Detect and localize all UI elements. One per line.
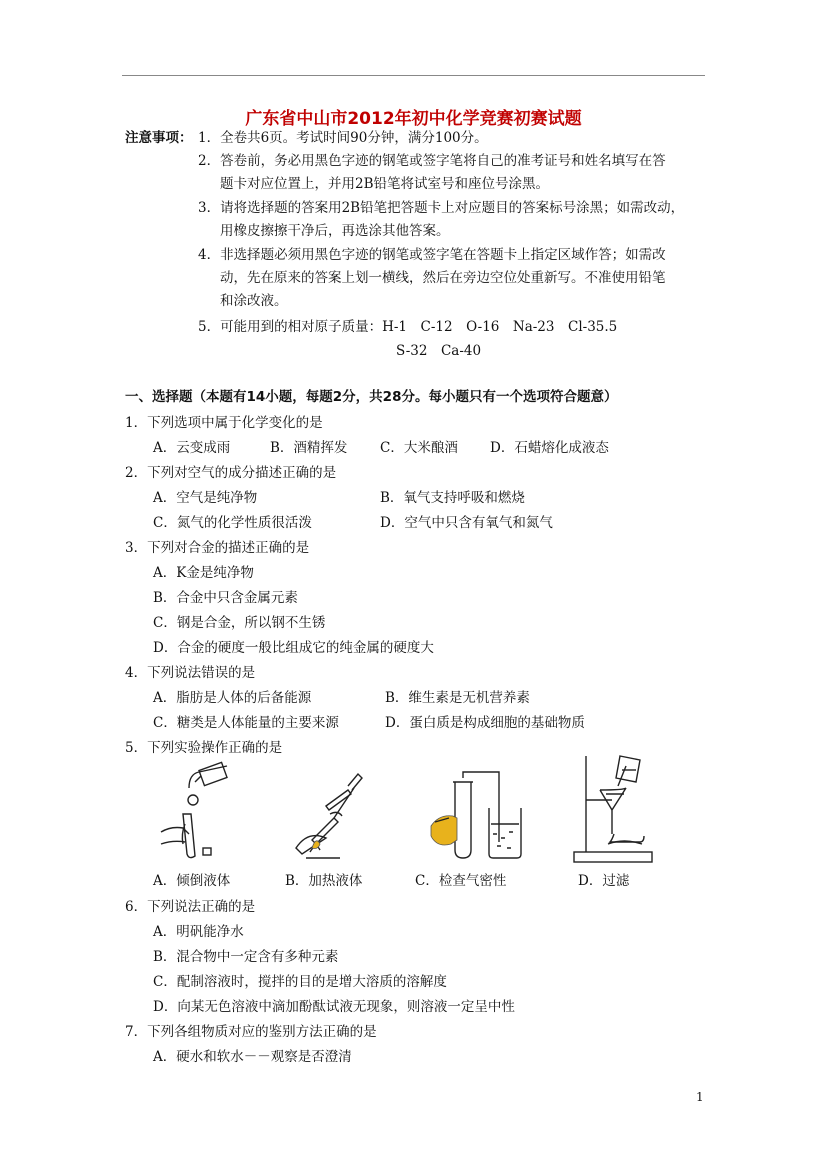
question-stem: 5．下列实验操作正确的是 xyxy=(125,740,283,756)
option-c: C．检查气密性 xyxy=(415,873,507,889)
option-a: A．倾倒液体 xyxy=(153,873,231,889)
notice-label: 注意事项： xyxy=(125,130,193,146)
option-c: C．大米酿酒 xyxy=(380,440,458,456)
exam-title: 广东省中山市2012年初中化学竞赛初赛试题 xyxy=(245,109,582,129)
page-number: 1 xyxy=(696,1090,704,1104)
notice-item: 5．可能用到的相对原子质量：H-1 C-12 O-16 Na-23 Cl-35.5 xyxy=(198,319,618,335)
option-b: B．维生素是无机营养素 xyxy=(385,690,530,706)
section-heading: 一、选择题（本题有14小题，每题2分，共28分。每小题只有一个选项符合题意） xyxy=(125,389,618,405)
header-rule xyxy=(122,75,705,76)
notice-item: 和涂改液。 xyxy=(220,293,288,309)
heating-liquid-figure xyxy=(290,752,370,862)
option-a: A．硬水和软水－－观察是否澄清 xyxy=(153,1049,352,1065)
question-stem: 1．下列选项中属于化学变化的是 xyxy=(125,415,323,431)
option-a: A．明矾能净水 xyxy=(153,924,244,940)
notice-item: 1．全卷共6页。考试时间90分钟，满分100分。 xyxy=(198,130,488,146)
option-c: C．钢是合金，所以钢不生锈 xyxy=(153,615,326,631)
question-stem: 6．下列说法正确的是 xyxy=(125,899,256,915)
question-stem: 3．下列对合金的描述正确的是 xyxy=(125,540,310,556)
option-d: D．石蜡熔化成液态 xyxy=(490,440,609,456)
notice-item: 用橡皮擦擦干净后，再选涂其他答案。 xyxy=(220,223,450,239)
option-c: C．配制溶液时，搅拌的目的是增大溶质的溶解度 xyxy=(153,974,447,990)
option-a: A．云变成雨 xyxy=(153,440,231,456)
option-c: C．糖类是人体能量的主要来源 xyxy=(153,715,339,731)
option-a: A．脂肪是人体的后备能源 xyxy=(153,690,312,706)
option-b: B．混合物中一定含有多种元素 xyxy=(153,949,339,965)
option-b: B．氧气支持呼吸和燃烧 xyxy=(380,490,525,506)
option-c: C．氮气的化学性质很活泼 xyxy=(153,515,312,531)
option-b: B．加热液体 xyxy=(285,873,363,889)
option-d: D．合金的硬度一般比组成它的纯金属的硬度大 xyxy=(153,640,434,656)
option-d: D．空气中只含有氧气和氮气 xyxy=(380,515,553,531)
notice-item: 3．请将选择题的答案用2B铅笔把答题卡上对应题目的答案标号涂黑；如需改动， xyxy=(198,200,685,216)
question-stem: 4．下列说法错误的是 xyxy=(125,665,256,681)
option-b: B．合金中只含金属元素 xyxy=(153,590,298,606)
question-stem: 2．下列对空气的成分描述正确的是 xyxy=(125,465,337,481)
question-stem: 7．下列各组物质对应的鉴别方法正确的是 xyxy=(125,1024,377,1040)
notice-item: 2．答卷前，务必用黑色字迹的钢笔或签字笔将自己的准考证号和姓名填写在答 xyxy=(198,153,666,169)
option-d: D．过滤 xyxy=(578,873,630,889)
option-b: B．酒精挥发 xyxy=(270,440,348,456)
notice-item: 4．非选择题必须用黑色字迹的钢笔或签字笔在答题卡上指定区域作答；如需改 xyxy=(198,247,666,263)
option-d: D．向某无色溶液中滴加酚酞试液无现象，则溶液一定呈中性 xyxy=(153,999,515,1015)
notice-item: 题卡对应位置上，并用2B铅笔将试室号和座位号涂黑。 xyxy=(220,176,550,192)
option-d: D．蛋白质是构成细胞的基础物质 xyxy=(385,715,585,731)
airtightness-check-figure xyxy=(425,752,525,862)
option-a: A．空气是纯净物 xyxy=(153,490,258,506)
option-a: A．K金是纯净物 xyxy=(153,565,254,581)
notice-item: 动，先在原来的答案上划一横线，然后在旁边空位处重新写。不准使用铅笔 xyxy=(220,270,666,286)
pouring-liquid-figure xyxy=(155,752,245,862)
filtration-figure xyxy=(570,752,660,872)
notice-item: S-32 Ca-40 xyxy=(396,343,482,359)
